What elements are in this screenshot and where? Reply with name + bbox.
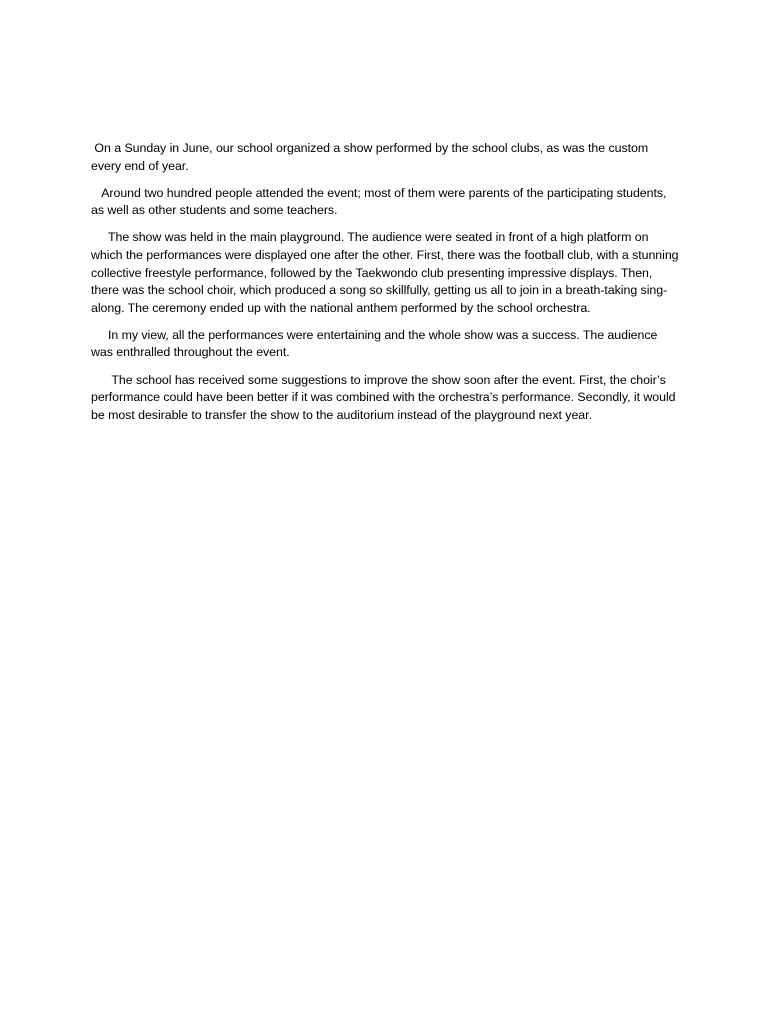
paragraph-opinion: In my view, all the performances were entertaining and the whole show was a success. The audience was enthralled throughout the event. bbox=[91, 327, 661, 360]
paragraph-performances: The show was held in the main playground. The audience were seated in front of a high platform on which the performances were displayed one after the other. First, there was the football club, with a stunning collective freestyle performance, followed by the Taekwondo club presenting impressive displays. Then, there was the school choir, which produced a song so skillfully, getting us all to join in a breath-taking sing-along. The ceremony ended up with the national anthem performed by the school orchestra. bbox=[91, 230, 682, 315]
paragraph-suggestions: The school has received some suggestions to improve the show soon after the event. First, the choir’s performance could have been better if it was combined with the orchestra’s performance. Secondly, it would be most desirable to transfer the show to the auditorium instead of the playground next year. bbox=[91, 372, 679, 422]
paragraph-intro: On a Sunday in June, our school organized a show performed by the school clubs, as was the custom every end of year. bbox=[91, 141, 652, 173]
document-body bbox=[91, 140, 682, 434]
paragraph-attendance: Around two hundred people attended the event; most of them were parents of the participating students, as well as other students and some teachers. bbox=[91, 185, 670, 218]
